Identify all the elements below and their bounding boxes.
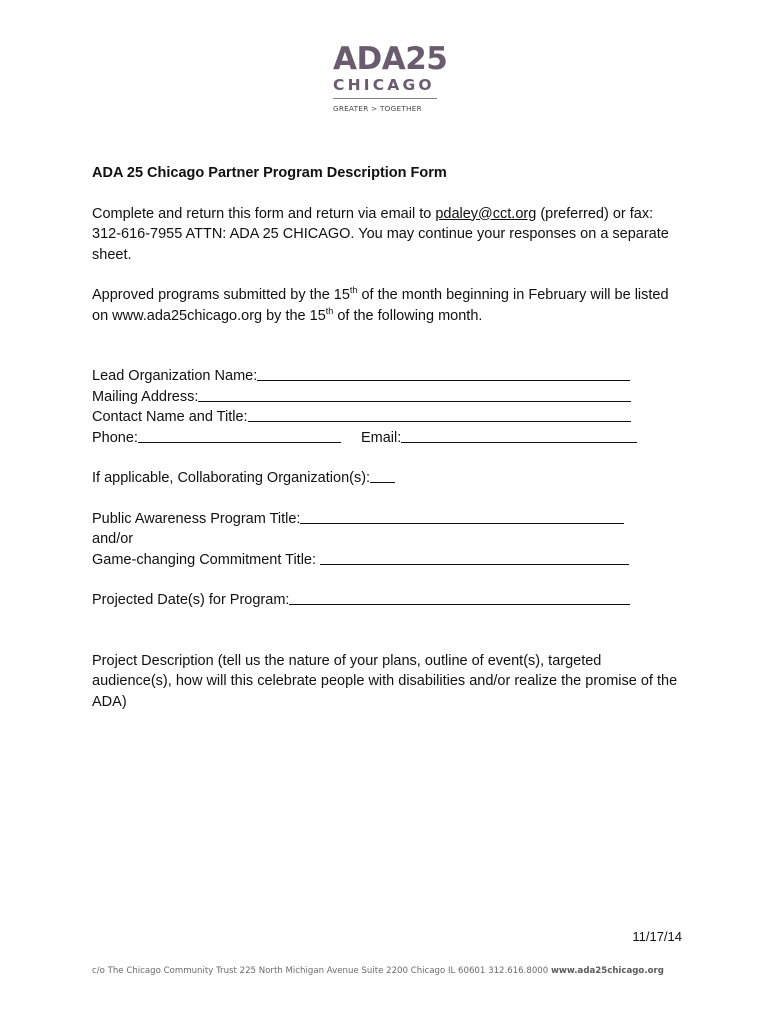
- field-label: Projected Date(s) for Program:: [92, 592, 290, 608]
- email-label: Email:: [360, 429, 402, 446]
- footer-website-link[interactable]: www.ada25chicago.org: [550, 966, 664, 976]
- intro-text-2: (preferred) or fax: 312-616-7955 ATTN: ADA 25 CHICAGO. You may continue your responses on a separate sheet.: [92, 205, 669, 263]
- email-link[interactable]: pdaley@cct.org: [435, 205, 537, 222]
- logo-wordmark: ADA25: [333, 41, 448, 77]
- field-label: Lead Organization Name:: [92, 368, 258, 384]
- collaborating-org-field[interactable]: [92, 468, 682, 489]
- blank-line[interactable]: [198, 387, 631, 402]
- and-or-text: and/or: [92, 531, 134, 547]
- project-description-prompt: Project Description (tell us the nature of your plans, outline of event(s), targeted audience(s), how will this celebrate people with disabilities and/or realize the promise of the ADA): [92, 652, 678, 710]
- field-label: If applicable, Collaborating Organization(s):: [92, 470, 371, 486]
- contact-name-field[interactable]: [92, 407, 682, 428]
- form-date: 11/17/14: [632, 929, 682, 944]
- game-changing-title-field[interactable]: [92, 550, 682, 571]
- footer: [92, 966, 692, 976]
- approved-paragraph: [92, 285, 682, 326]
- blank-line[interactable]: [257, 366, 630, 381]
- footer-address: c/o The Chicago Community Trust 225 North Michigan Avenue Suite 2200 Chicago IL 60601 312.616.8000: [92, 966, 551, 976]
- logo-tagline: GREATER > TOGETHER: [333, 104, 422, 113]
- approved-text-1: Approved programs submitted by the 15: [92, 287, 350, 303]
- logo-divider: [333, 98, 437, 99]
- field-label: Contact Name and Title:: [92, 409, 248, 425]
- page-title: ADA 25 Chicago Partner Program Description Form: [92, 165, 447, 181]
- public-awareness-title-field[interactable]: [92, 509, 682, 530]
- intro-text-1: Complete and return this form and return via email to: [92, 205, 436, 222]
- field-label: Public Awareness Program Title:: [92, 510, 301, 527]
- phone-label: Phone:: [92, 429, 138, 446]
- field-label: Mailing Address:: [92, 388, 199, 405]
- form-document: [92, 163, 682, 712]
- superscript-th: th: [325, 305, 334, 316]
- blank-line[interactable]: [370, 468, 395, 483]
- mailing-address-field[interactable]: [92, 387, 682, 408]
- phone-blank[interactable]: [138, 428, 341, 443]
- blank-line[interactable]: [248, 407, 631, 422]
- approved-text-3: of the following month.: [333, 307, 483, 324]
- ada25-chicago-logo: [333, 41, 448, 113]
- superscript-th: th: [349, 285, 358, 295]
- logo-city: CHICAGO: [333, 76, 435, 94]
- approved-text-2: of the month beginning in February will be listed on www.ada25chicago.org by the 15: [92, 287, 669, 324]
- blank-line[interactable]: [320, 550, 629, 565]
- field-label: Game-changing Commitment Title:: [92, 551, 321, 568]
- intro-paragraph: [92, 204, 682, 266]
- blank-line[interactable]: [300, 509, 624, 524]
- projected-dates-field[interactable]: [92, 590, 682, 611]
- lead-organization-field[interactable]: [92, 366, 682, 387]
- phone-email-row: [92, 428, 682, 449]
- email-blank[interactable]: [401, 428, 637, 443]
- blank-line[interactable]: [289, 590, 630, 605]
